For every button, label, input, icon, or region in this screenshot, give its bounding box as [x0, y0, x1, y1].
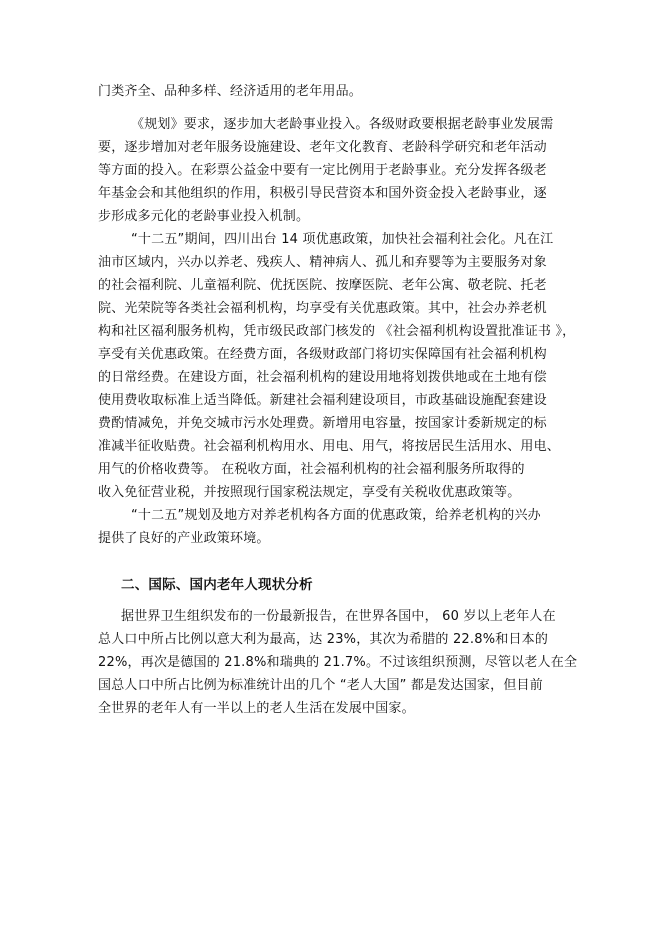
text-line: 要，逐步增加对老年服务设施建设、老年文化教育、老龄科学研究和老年活动	[98, 140, 547, 155]
text-line: 全世界的老年人有一半以上的老人生活在发展中国家。	[98, 701, 415, 716]
text-line: “十二五”规划及地方对养老机构各方面的优惠政策，给养老机构的兴办	[131, 508, 541, 523]
text-line: 油市区域内，兴办以养老、残疾人、精神病人、孤儿和弃婴等为主要服务对象	[98, 255, 547, 270]
text-line: 用气的价格收费等。 在税收方面，社会福利机构的社会福利服务所取得的	[98, 462, 525, 477]
text-line: 收入免征营业税，并按照现行国家税法规定，享受有关税收优惠政策等。	[98, 485, 521, 500]
text-line: 的社会福利院、儿童福利院、优抚医院、按摩医院、老年公寓、敬老院、托老	[98, 278, 547, 293]
text-line: 院、光荣院等各类社会福利机构，均享受有关优惠政策。其中，社会办养老机	[98, 301, 547, 316]
text-line: 《规划》要求，逐步加大老龄事业投入。各级财政要根据老龄事业发展需	[131, 117, 554, 132]
text-line: 的日常经费。在建设方面，社会福利机构的建设用地将划拨供地或在土地有偿	[98, 370, 547, 385]
text-line: 总人口中所占比例以意大利为最高，达 23%，其次为希腊的 22.8%和日本的	[98, 632, 549, 647]
text-line: 构和社区福利服务机构，凭市级民政部门核发的 《社会福利机构设置批准证书 》，	[98, 324, 576, 339]
text-line: 等方面的投入。在彩票公益金中要有一定比例用于老龄事业。充分发挥各级老	[98, 163, 547, 178]
text-line: 步形成多元化的老龄事业投入机制。	[98, 209, 310, 224]
text-line: 费酌情减免，并免交城市污水处理费。新增用电容量，按国家计委新规定的标	[98, 416, 547, 431]
text-line: 使用费收取标准上适当降低。新建社会福利建设项目，市政基础设施配套建设	[98, 393, 547, 408]
text-line: 门类齐全、品种多样、经济适用的老年用品。	[98, 84, 363, 99]
section-heading: 二、国际、国内老年人现状分析	[121, 577, 313, 593]
text-line: “十二五”期间，四川出台 14 项优惠政策，加快社会福利社会化。凡在江	[131, 232, 554, 247]
text-line: 提供了良好的产业政策环境。	[98, 531, 270, 546]
text-line: 国总人口中所占比例为标准统计出的几个 “老人大国” 都是发达国家，但目前	[98, 678, 543, 693]
text-line: 准减半征收贴费。社会福利机构用水、用电、用气，将按居民生活用水、用电、	[98, 439, 561, 454]
text-line: 据世界卫生组织发布的一份最新报告，在世界各国中， 60 岁以上老年人在	[121, 609, 556, 624]
text-line: 年基金会和其他组织的作用，积极引导民营资本和国外资金投入老龄事业，逐	[98, 186, 547, 201]
text-line: 享受有关优惠政策。在经费方面，各级财政部门将切实保障国有社会福利机构	[98, 347, 547, 362]
text-line: 22%，再次是德国的 21.8%和瑞典的 21.7%。不过该组织预测，尽管以老人在全	[98, 655, 578, 670]
